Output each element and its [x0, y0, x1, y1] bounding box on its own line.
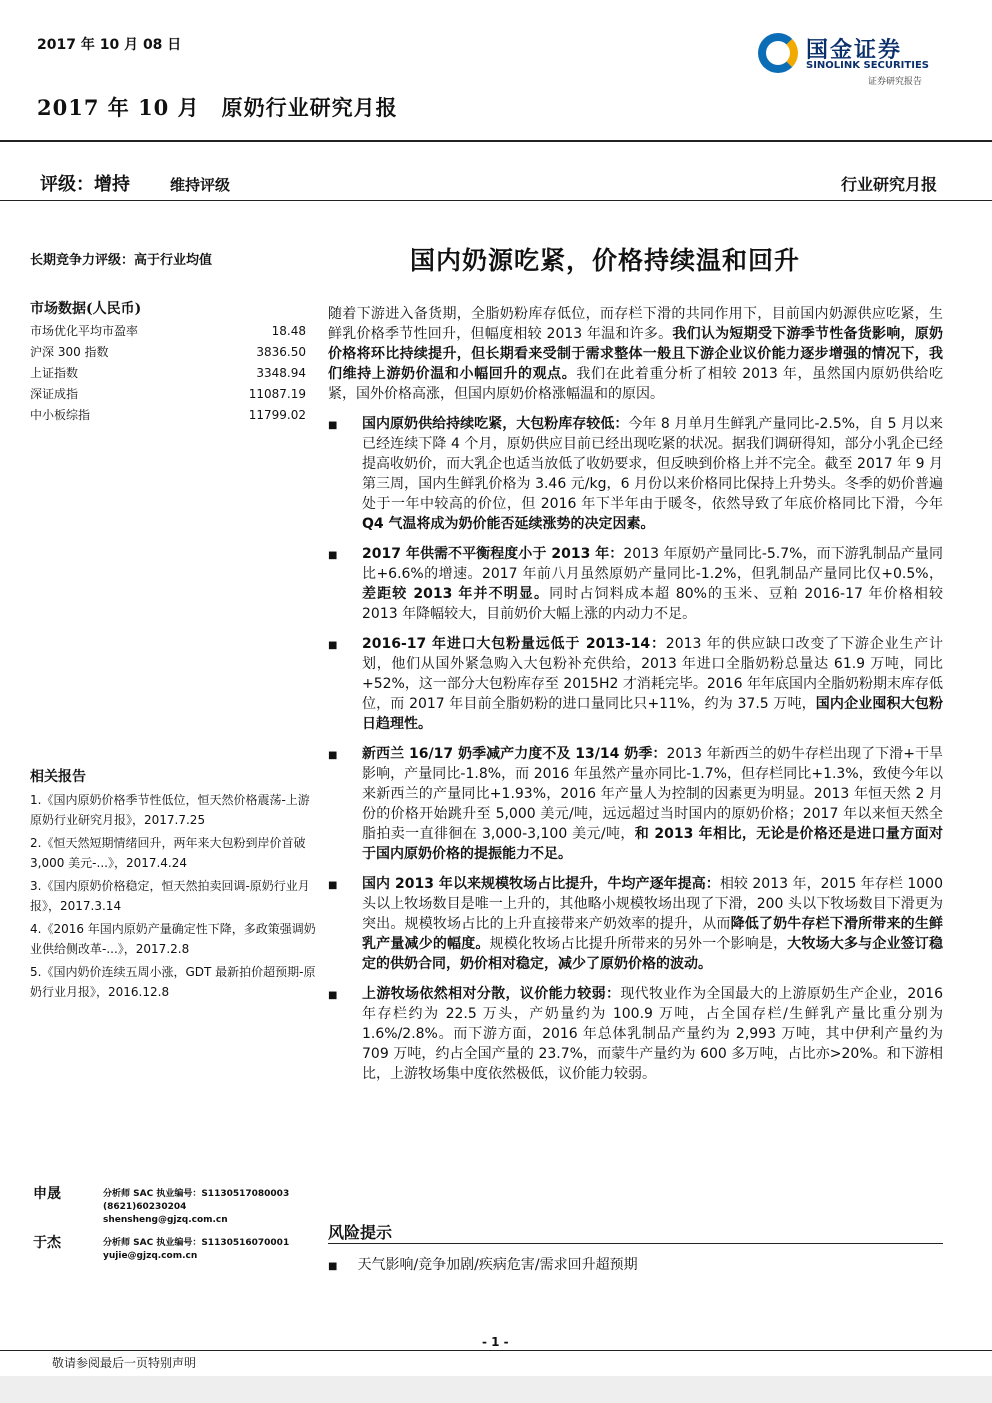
market-value: 11087.19	[248, 386, 306, 401]
key-point	[328, 544, 943, 624]
table-row	[30, 362, 306, 383]
summary-text: 随着下游进入备货期，全脂奶粉库存低位，而存栏下滑的共同作用下，目前国内奶源供应吃紧，生鲜乳价格季节性回升，但幅度相较 2013 年温和许多。	[328, 306, 943, 342]
divider	[328, 1243, 943, 1244]
summary-tail: 我们在此着重分析了相较 2013 年，虽然国内原奶供给吃紧，国外价格高涨，但国内原奶价格涨幅温和的原因。	[328, 366, 944, 402]
rating-label: 评级：增持	[40, 174, 130, 195]
table-row	[30, 341, 306, 362]
key-point-lead: 2017 年供需不平衡程度小于 2013 年：	[362, 546, 624, 562]
page-number: - 1 -	[482, 1335, 509, 1349]
key-point-body: 相较 2013 年，2015 年存栏 1000 头以上牧场数目是唯一上升的，其他略小规模牧场出现了下滑，200 头以下牧场数目下滑更为突出。规模牧场占比的上升直接带来产奶效率的提升，从而	[362, 876, 944, 932]
analyst-info	[103, 1237, 289, 1263]
report-period: 2017 年 10 月	[37, 95, 200, 120]
analyst-name: 申晟	[33, 1186, 61, 1202]
market-label: 中小板综指	[30, 408, 91, 422]
headline: 国内奶源吃紧，价格持续温和回升	[410, 246, 801, 275]
list-item[interactable]: 3.《国内原奶价格稳定，恒天然拍卖回调-原奶行业月报》，2017.3.14	[30, 879, 310, 913]
key-point-body: 2013 年原奶产量同比-5.7%，而下游乳制品产量同比+6.6%的增速。2017 年前八月虽然原奶产量同比-1.2%，但乳制品产量同比仅+0.5%，	[362, 546, 943, 582]
bullet-square-icon: ■	[328, 420, 338, 431]
table-row	[30, 383, 306, 404]
market-label: 市场优化平均市盈率	[30, 324, 139, 338]
logo-cn: 国金证券	[806, 38, 903, 63]
disclaimer: 敬请参阅最后一页特别声明	[52, 1356, 197, 1370]
key-point-tail: 同时占饲料成本超 80%的玉米、豆粕 2016-17 年价格相较 2013 年降幅较大，目前奶价大幅上涨的内动力不足。	[362, 586, 943, 622]
summary-paragraph	[328, 304, 943, 404]
key-point-body: 2013 年的供应缺口改变了下游企业生产计划，他们从国外紧急购入大包粉补充供给，2013 年进口全脂奶粉总量达 61.9 万吨，同比+52%，这一部分大包粉库存至 2015H2 才消耗完毕。2016 年年底国内全脂奶粉期末库存低位，而 2017 年目前全脂奶粉的进口量同比只+11%，约为 37.5 万吨，	[362, 636, 944, 712]
market-data-table	[30, 320, 306, 425]
list-item[interactable]: 4.《2016 年国内原奶产量确定性下降，多政策强调奶业供给侧改革-...》，2017.2.8	[30, 922, 316, 956]
key-point-emphasis: 国内企业囤积大包粉日趋理性。	[362, 696, 943, 732]
report-name: 原奶行业研究月报	[221, 95, 398, 120]
report-date: 2017 年 10 月 08 日	[37, 37, 182, 53]
key-point-emphasis: Q4 气温将成为奶价能否延续涨势的决定因素。	[362, 516, 655, 532]
key-points	[328, 414, 943, 1084]
logo-ring-icon	[758, 33, 798, 73]
report-type: 行业研究月报	[840, 175, 937, 194]
key-point-emphasis: 差距较 2013 年并不明显。	[362, 586, 550, 602]
market-label: 上证指数	[30, 366, 79, 380]
key-point	[328, 414, 943, 534]
key-point-lead: 新西兰 16/17 奶季减产力度不及 13/14 奶季：	[362, 746, 667, 762]
report-title	[37, 92, 398, 122]
main-content	[328, 304, 943, 1094]
competitiveness-rating: 长期竞争力评级：高于行业均值	[30, 253, 213, 268]
key-point-tail: 规模化牧场占比提升所带来的另外一个影响是，	[489, 936, 788, 952]
list-item[interactable]: 5.《国内奶价连续五周小涨，GDT 最新拍价超预期-原奶行业月报》，2016.12.8	[30, 965, 316, 999]
divider	[0, 140, 992, 142]
bullet-square-icon: ■	[328, 880, 338, 891]
rating-maintain: 维持评级	[170, 176, 231, 194]
market-value: 3836.50	[256, 344, 306, 359]
risk-item	[328, 1254, 638, 1274]
key-point-lead: 国内原奶供给持续吃紧，大包粉库存较低：	[362, 416, 629, 432]
sinolink-logo	[756, 30, 946, 92]
analyst-cert: 分析师 SAC 执业编号：S1130517080003	[103, 1189, 290, 1199]
risk-title: 风险提示	[328, 1223, 393, 1242]
footer-band	[0, 1376, 992, 1403]
market-data-title: 市场数据(人民币)	[30, 301, 142, 317]
logo-en: SINOLINK SECURITIES	[806, 60, 929, 71]
market-label: 深证成指	[30, 387, 79, 401]
market-value: 18.48	[271, 323, 306, 338]
key-point-body: 2013 年新西兰的奶牛存栏出现了下滑+干旱影响，产量同比-1.8%，而 2016 年虽然产量亦同比-1.7%，但存栏同比+1.3%，致使今年以来新西兰的产量同比+1.93%，2016 年产量人为控制的因素更为明显。2013 年恒天然 2 月份的价格开始跳升至 5,000 美元/吨，远远超过当时国内的原奶价格；2017 年以来恒天然全脂拍卖一直徘徊在 3,000-3,100 美元/吨，	[362, 746, 944, 842]
bullet-square-icon: ■	[328, 750, 338, 761]
analyst-block	[33, 1237, 323, 1267]
summary-bold: 我们认为短期受下游季节性备货影响，原奶价格将环比持续提升，但长期看来受制于需求整体一般且下游企业议价能力逐步增强的情况下，我们维持上游奶价温和小幅回升的观点。	[328, 326, 944, 382]
analyst-block	[33, 1188, 323, 1238]
bullet-square-icon: ■	[328, 990, 338, 1001]
analyst-email[interactable]: shensheng@gjzq.com.cn	[103, 1215, 228, 1225]
table-row	[30, 404, 306, 425]
key-point	[328, 634, 943, 734]
analyst-phone: (8621)60230204	[103, 1202, 187, 1212]
market-label: 沪深 300 指数	[30, 345, 109, 359]
key-point	[328, 744, 943, 864]
key-point	[328, 984, 943, 1084]
key-point-emphasis: 和 2013 年相比，无论是价格还是进口量方面对于国内原奶价格的提振能力不足。	[362, 826, 943, 862]
key-point-body: 今年 8 月单月生鲜乳产量同比-2.5%，自 5 月以来已经连续下降 4 个月，原奶供应目前已经出现吃紧的状况。据我们调研得知，部分小乳企已经提高收奶价，而大乳企也适当放低了收奶要求，但反映到价格上并不完全。截至 2017 年 9 月第三周，国内生鲜乳价格为 3.46 元/kg，6 月份以来价格同比保持上升势头。冬季的奶价普遍处于一年中较高的价位，但 2016 年下半年由于暖冬，依然导致了年底价格同比下滑，今年	[362, 416, 944, 512]
rating	[40, 170, 230, 196]
key-point-emphasis: 大牧场大多与企业签订稳定的供奶合同，奶价相对稳定，减少了原奶价格的波动。	[362, 936, 944, 972]
market-value: 11799.02	[248, 407, 306, 422]
table-row	[30, 320, 306, 341]
key-point-body: 现代牧业作为全国最大的上游原奶生产企业，2016 年存栏约为 22.5 万头，产奶量约为 100.9 万吨，占全国存栏/生鲜乳产量比重分别为 1.6%/2.8%。而下游方面，2016 年总体乳制品产量约为 2,993 万吨，其中伊利产量约为 709 万吨，约占全国产量的 23.7%，而蒙牛产量约为 600 多万吨，占比亦>20%。和下游相比，上游牧场集中度依然极低，议价能力较弱。	[362, 986, 943, 1082]
analyst-name: 于杰	[33, 1235, 61, 1251]
risk-text: 天气影响/竞争加剧/疾病危害/需求回升超预期	[357, 1257, 638, 1273]
logo-sub: 证券研究报告	[868, 77, 923, 87]
key-point-lead: 国内 2013 年以来规模牧场占比提升，牛均产逐年提高：	[362, 876, 720, 892]
analyst-email[interactable]: yujie@gjzq.com.cn	[103, 1251, 198, 1261]
bullet-square-icon: ■	[328, 550, 338, 561]
key-point-lead: 上游牧场依然相对分散，议价能力较弱：	[362, 986, 621, 1002]
analyst-info	[103, 1188, 289, 1227]
divider	[0, 1350, 992, 1351]
bullet-square-icon: ■	[328, 640, 338, 651]
list-item[interactable]: 1.《国内原奶价格季节性低位，恒天然价格震荡-上游原奶行业研究月报》，2017.7.25	[30, 793, 310, 827]
key-point	[328, 874, 943, 974]
key-point-emphasis: 降低了奶牛存栏下滑所带来的生鲜乳产量减少的幅度。	[362, 916, 944, 952]
related-reports-list	[30, 790, 320, 1005]
key-point-lead: 2016-17 年进口大包粉量远低于 2013-14：	[362, 636, 666, 652]
related-reports-title: 相关报告	[30, 769, 86, 785]
divider	[0, 200, 992, 201]
market-value: 3348.94	[256, 365, 306, 380]
bullet-square-icon: ■	[328, 1261, 338, 1272]
analyst-cert: 分析师 SAC 执业编号：S1130516070001	[103, 1238, 290, 1248]
list-item[interactable]: 2.《恒天然短期情绪回升，两年来大包粉到岸价首破 3,000 美元-...》，2017.4.24	[30, 836, 306, 870]
